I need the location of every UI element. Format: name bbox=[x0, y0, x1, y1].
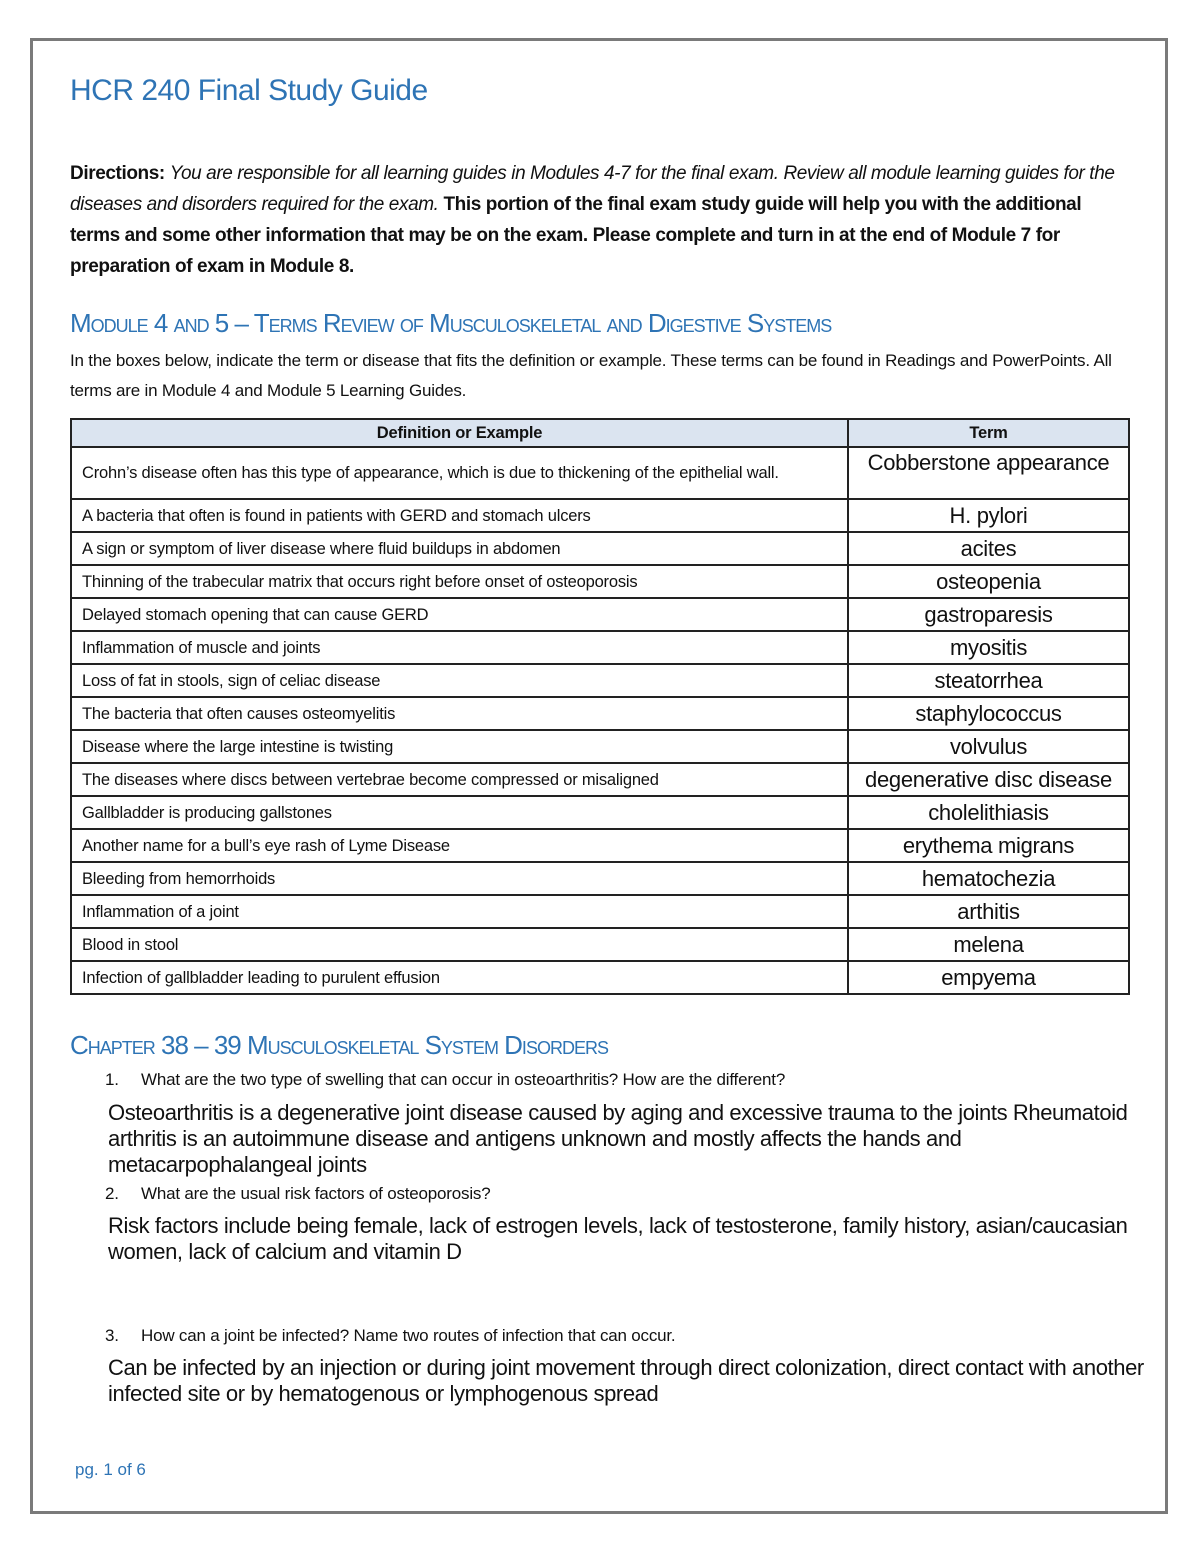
question-number: 1. bbox=[105, 1070, 119, 1089]
directions-italic: You are responsible for all learning guides in Modules 4-7 for the final exam. Review all module learning guides for the diseases and disorders required for the exam. bbox=[70, 163, 1115, 215]
definition-cell: Blood in stool bbox=[71, 928, 848, 961]
section2-heading: Chapter 38 – 39 Musculoskeletal System Disorders bbox=[70, 1030, 608, 1060]
term-cell[interactable]: hematochezia bbox=[848, 862, 1129, 895]
question-text: What are the usual risk factors of osteoporosis? bbox=[141, 1184, 491, 1203]
page-number: pg. 1 of 6 bbox=[75, 1460, 146, 1479]
question-number: 2. bbox=[105, 1184, 119, 1203]
table-row bbox=[71, 796, 1129, 829]
table-row bbox=[71, 862, 1129, 895]
header-definition: Definition or Example bbox=[71, 419, 848, 447]
term-cell[interactable]: cholelithiasis bbox=[848, 796, 1129, 829]
question-text: How can a joint be infected? Name two routes of infection that can occur. bbox=[141, 1326, 676, 1345]
section1-heading: Module 4 and 5 – Terms Review of Musculoskeletal and Digestive Systems bbox=[70, 308, 832, 338]
directions bbox=[70, 158, 1120, 282]
table-row bbox=[71, 631, 1129, 664]
table-row bbox=[71, 928, 1129, 961]
table-row bbox=[71, 447, 1129, 499]
term-cell[interactable]: myositis bbox=[848, 631, 1129, 664]
document-title: HCR 240 Final Study Guide bbox=[70, 74, 428, 107]
answer-2: Risk factors include being female, lack of estrogen levels, lack of testosterone, family history, asian/caucasian women, lack of calcium and vitamin D bbox=[108, 1213, 1128, 1264]
definition-cell: Gallbladder is producing gallstones bbox=[71, 796, 848, 829]
table-row bbox=[71, 730, 1129, 763]
question-number: 3. bbox=[105, 1326, 119, 1345]
table-row bbox=[71, 829, 1129, 862]
table-row bbox=[71, 961, 1129, 994]
definition-cell: Delayed stomach opening that can cause GERD bbox=[71, 598, 848, 631]
directions-label: Directions: bbox=[70, 163, 165, 184]
table-row bbox=[71, 664, 1129, 697]
definition-cell: The bacteria that often causes osteomyelitis bbox=[71, 697, 848, 730]
definition-cell: Loss of fat in stools, sign of celiac disease bbox=[71, 664, 848, 697]
term-cell[interactable]: degenerative disc disease bbox=[848, 763, 1129, 796]
definition-cell: Thinning of the trabecular matrix that occurs right before onset of osteoporosis bbox=[71, 565, 848, 598]
definition-cell: The diseases where discs between vertebrae become compressed or misaligned bbox=[71, 763, 848, 796]
term-cell[interactable]: melena bbox=[848, 928, 1129, 961]
term-cell[interactable]: steatorrhea bbox=[848, 664, 1129, 697]
term-cell[interactable]: H. pylori bbox=[848, 499, 1129, 532]
term-cell[interactable]: acites bbox=[848, 532, 1129, 565]
definition-cell: Disease where the large intestine is twisting bbox=[71, 730, 848, 763]
definition-cell: Bleeding from hemorrhoids bbox=[71, 862, 848, 895]
term-cell[interactable]: Cobberstone appearance bbox=[848, 447, 1129, 499]
term-cell[interactable]: gastroparesis bbox=[848, 598, 1129, 631]
section1-intro: In the boxes below, indicate the term or disease that fits the definition or example. These terms can be found in Readings and PowerPoints. All terms are in Module 4 and Module 5 Learning Guides. bbox=[70, 351, 1112, 400]
term-cell[interactable]: staphylococcus bbox=[848, 697, 1129, 730]
definition-cell: Inflammation of muscle and joints bbox=[71, 631, 848, 664]
table-row bbox=[71, 598, 1129, 631]
table-row bbox=[71, 565, 1129, 598]
definition-cell: Infection of gallbladder leading to purulent effusion bbox=[71, 961, 848, 994]
definition-cell: Crohn’s disease often has this type of appearance, which is due to thickening of the epithelial wall. bbox=[71, 447, 848, 499]
definition-cell: A bacteria that often is found in patients with GERD and stomach ulcers bbox=[71, 499, 848, 532]
term-cell[interactable]: empyema bbox=[848, 961, 1129, 994]
table-row bbox=[71, 895, 1129, 928]
term-cell[interactable]: erythema migrans bbox=[848, 829, 1129, 862]
term-cell[interactable]: osteopenia bbox=[848, 565, 1129, 598]
definition-cell: A sign or symptom of liver disease where fluid buildups in abdomen bbox=[71, 532, 848, 565]
header-term: Term bbox=[848, 419, 1129, 447]
table-row bbox=[71, 697, 1129, 730]
definition-cell: Inflammation of a joint bbox=[71, 895, 848, 928]
question-1 bbox=[105, 1070, 785, 1090]
definition-cell: Another name for a bull’s eye rash of Lyme Disease bbox=[71, 829, 848, 862]
answer-1: Osteoarthritis is a degenerative joint disease caused by aging and excessive trauma to the joints Rheumatoid arthritis is an autoimmune disease and antigens unknown and mostly affects the hands and metacarpophalangeal joints bbox=[108, 1100, 1128, 1177]
terms-table bbox=[70, 418, 1130, 995]
answer-3: Can be infected by an injection or during joint movement through direct colonization, direct contact with another infected site or by hematogenous or lymphogenous spread bbox=[108, 1355, 1144, 1406]
question-2 bbox=[105, 1184, 490, 1204]
table-row bbox=[71, 499, 1129, 532]
term-cell[interactable]: volvulus bbox=[848, 730, 1129, 763]
table-row bbox=[71, 763, 1129, 796]
table-row bbox=[71, 532, 1129, 565]
question-text: What are the two type of swelling that can occur in osteoarthritis? How are the different? bbox=[141, 1070, 786, 1089]
directions-bold: This portion of the final exam study guide will help you with the additional terms and some other information that may be on the exam. Please complete and turn in at the end of Module 7 for preparation of exam in Module 8. bbox=[70, 194, 1082, 277]
question-3 bbox=[105, 1326, 675, 1346]
term-cell[interactable]: arthitis bbox=[848, 895, 1129, 928]
